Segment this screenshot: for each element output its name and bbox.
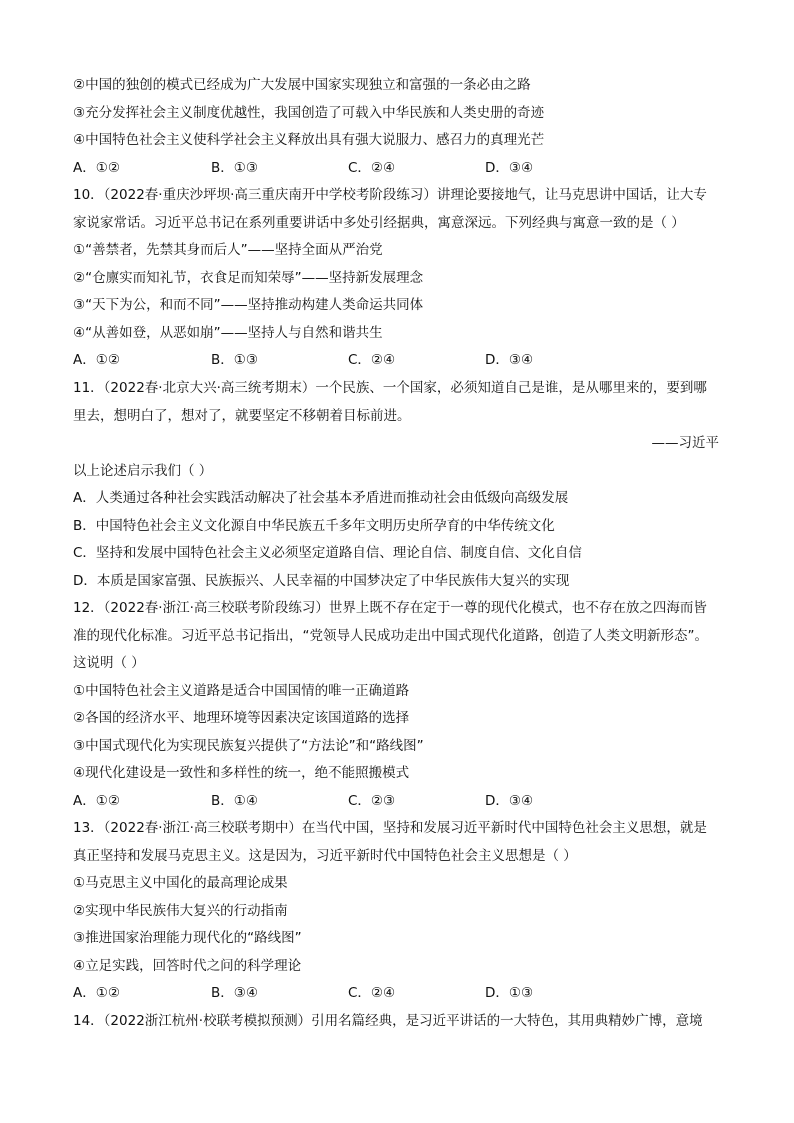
statement: ③中国式现代化为实现民族复兴提供了“方法论”和“路线图” bbox=[73, 737, 424, 754]
statement: ④立足实践，回答时代之问的科学理论 bbox=[73, 957, 302, 974]
statement: ④现代化建设是一致性和多样性的统一，绝不能照搬模式 bbox=[73, 765, 410, 781]
option-c: C．②④ bbox=[348, 352, 396, 368]
statement: ③“天下为公，和而不同”——坚持推动构建人类命运共同体 bbox=[73, 297, 424, 313]
question-stem: 准的现代化标准。习近平总书记指出，“党领导人民成功走出中国式现代化道路，创造了人类文明新形态”。 bbox=[73, 627, 708, 644]
option-d: D．③④ bbox=[485, 159, 534, 176]
statement: ④中国特色社会主义使科学社会主义释放出具有强大说服力、感召力的真理光芒 bbox=[73, 132, 545, 148]
prev-question bbox=[73, 72, 723, 182]
question-stem: 这说明（ ） bbox=[73, 655, 145, 671]
question-14 bbox=[73, 1008, 723, 1036]
option-c: C．②④ bbox=[348, 985, 396, 1001]
question-stem: 11．（2022春·北京大兴·高三统考期末）一个民族、一个国家，必须知道自己是谁，是从哪里来的，要到哪 bbox=[73, 380, 707, 396]
question-stem: 14．（2022浙江杭州·校联考模拟预测）引用名篇经典，是习近平讲话的一大特色，其用典精妙广博，意境 bbox=[73, 1013, 703, 1029]
question-stem: 真正坚持和发展马克思主义。这是因为，习近平新时代中国特色社会主义思想是（ ） bbox=[73, 847, 577, 864]
question-stem: 12．（2022春·浙江·高三校联考阶段练习）世界上既不存在定于一尊的现代化模式，也不存在放之四海而皆 bbox=[73, 600, 707, 616]
question-12 bbox=[73, 595, 723, 815]
statement: ②实现中华民族伟大复兴的行动指南 bbox=[73, 902, 288, 919]
answer-options bbox=[73, 155, 723, 183]
choice-d: D．本质是国家富强、民族振兴、人民幸福的中国梦决定了中华民族伟大复兴的实现 bbox=[73, 572, 570, 589]
statement: ③充分发挥社会主义制度优越性，我国创造了可载入中华民族和人类史册的奇迹 bbox=[73, 104, 545, 121]
statement: ①马克思主义中国化的最高理论成果 bbox=[73, 875, 288, 891]
option-a: A．①② bbox=[73, 159, 120, 176]
question-stem: 家说家常话。习近平总书记在系列重要讲话中多处引经据典，寓意深远。下列经典与寓意一致的是（ ） bbox=[73, 214, 685, 231]
option-d: D．③④ bbox=[485, 352, 534, 368]
statement: ①“善禁者，先禁其身而后人”——坚持全面从严治党 bbox=[73, 242, 383, 258]
option-a: A．①② bbox=[73, 985, 120, 1001]
question-11 bbox=[73, 375, 723, 595]
question-10 bbox=[73, 182, 723, 375]
option-b: B．①④ bbox=[211, 792, 258, 809]
option-d: D．③④ bbox=[485, 792, 534, 809]
question-stem: 10．（2022春·重庆沙坪坝·高三重庆南开中学校考阶段练习）讲理论要接地气，让马克思讲中国话，让大专 bbox=[73, 187, 707, 203]
question-prompt: 以上论述启示我们（ ） bbox=[73, 462, 213, 479]
question-13 bbox=[73, 815, 723, 1008]
option-b: B．①③ bbox=[211, 159, 258, 176]
answer-options bbox=[73, 980, 723, 1008]
choice-a: A．人类通过各种社会实践活动解决了社会基本矛盾进而推动社会由低级向高级发展 bbox=[73, 490, 569, 506]
option-b: B．③④ bbox=[211, 985, 258, 1001]
option-b: B．①③ bbox=[211, 352, 258, 368]
option-d: D．①③ bbox=[485, 985, 534, 1001]
answer-options bbox=[73, 347, 723, 375]
question-stem: 13．（2022春·浙江·高三校联考期中）在当代中国，坚持和发展习近平新时代中国特色社会主义思想，就是 bbox=[73, 820, 707, 836]
option-a: A．①② bbox=[73, 352, 120, 368]
statement: ②“仓廪实而知礼节，衣食足而知荣辱”——坚持新发展理念 bbox=[73, 269, 424, 286]
answer-options bbox=[73, 788, 723, 816]
choice-b: B．中国特色社会主义文化源自中华民族五千多年文明历史所孕育的中华传统文化 bbox=[73, 517, 555, 534]
option-c: C．②③ bbox=[348, 792, 396, 809]
question-stem: 里去，想明白了，想对了，就要坚定不移朝着目标前进。 bbox=[73, 407, 411, 424]
statement: ①中国特色社会主义道路是适合中国国情的唯一正确道路 bbox=[73, 682, 410, 699]
choice-c: C．坚持和发展中国特色社会主义必须坚定道路自信、理论自信、制度自信、文化自信 bbox=[73, 545, 582, 561]
statement: ②中国的独创的模式已经成为广大发展中国家实现独立和富强的一条必由之路 bbox=[73, 77, 531, 93]
statement: ②各国的经济水平、地理环境等因素决定该国道路的选择 bbox=[73, 710, 410, 726]
option-a: A．①② bbox=[73, 792, 120, 809]
option-c: C．②④ bbox=[348, 159, 396, 176]
quote-attribution: ——习近平 bbox=[651, 435, 719, 451]
statement: ④“从善如登，从恶如崩”——坚持人与自然和谐共生 bbox=[73, 324, 383, 341]
statement: ③推进国家治理能力现代化的“路线图” bbox=[73, 930, 302, 946]
